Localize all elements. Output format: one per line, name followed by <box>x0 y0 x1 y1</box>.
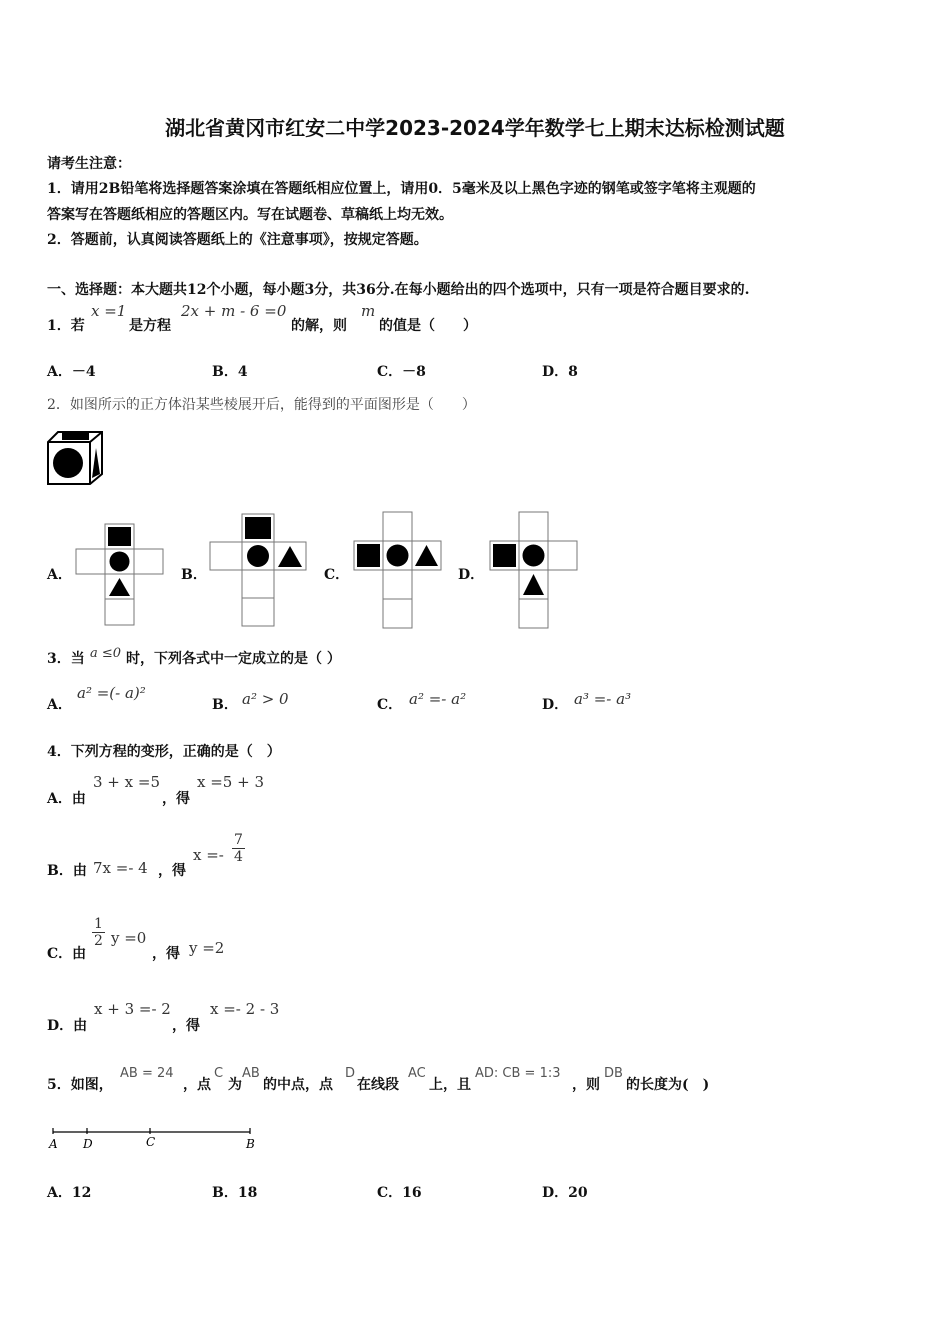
q3-suffix: 时，下列各式中一定成立的是（ ） <box>126 651 341 667</box>
q5-m1: AB = 24 <box>120 1066 174 1081</box>
net-c <box>352 511 442 629</box>
net-b-square <box>245 517 271 539</box>
q1-suffix: 的值是（ ） <box>379 318 477 334</box>
q5-option-b: B．18 <box>212 1185 258 1201</box>
q1-mid: 是方程 <box>129 318 171 334</box>
net-d-circle <box>523 545 545 567</box>
q4-c-label: C．由 <box>47 946 87 962</box>
q4-a-from: 3 + x =5 <box>93 773 160 791</box>
q3-label-a: A． <box>47 697 72 713</box>
segment-figure <box>46 1122 266 1154</box>
q1-mid2: 的解，则 <box>291 318 347 334</box>
notice-heading: 请考生注意： <box>47 156 131 172</box>
section-heading: 一、选择题：本大题共12个小题，每小题3分，共36分.在每小题给出的四个选项中，只有一项是符合题目要求的. <box>47 282 750 298</box>
q1-option-a: A．－4 <box>47 364 96 380</box>
q3-label-b: B． <box>212 697 238 713</box>
point-label-d: D <box>83 1137 93 1151</box>
q1-prefix: 1．若 <box>47 318 85 334</box>
q4-c-get: ，得 <box>152 946 180 962</box>
q5-option-a: A．12 <box>47 1185 92 1201</box>
cube-top-square <box>62 433 89 440</box>
q4-b-num: 7 <box>234 832 243 848</box>
net-c-square <box>357 544 380 567</box>
notice-line-1b: 答案写在答题纸相应的答题区内。写在试题卷、草稿纸上均无效。 <box>47 207 453 223</box>
q5-p5: 在线段 <box>357 1077 399 1093</box>
point-label-b: B <box>246 1137 255 1151</box>
q5-p4: 的中点，点 <box>263 1077 333 1093</box>
net-a-triangle <box>109 578 130 596</box>
page-title: 湖北省黄冈市红安二中学2023-2024学年数学七上期末达标检测试题 <box>165 116 785 140</box>
q4-b-to: x =- <box>193 846 224 864</box>
q1-option-c: C．－8 <box>377 364 426 380</box>
net-b <box>208 513 308 627</box>
net-d <box>488 511 578 629</box>
q4-a-get: ，得 <box>162 791 190 807</box>
q4-c-fraction <box>92 916 105 949</box>
notice-line-1: 1．请用2B铅笔将选择题答案涂填在答题纸相应位置上，请用0．5毫米及以上黑色字迹的钢笔或签字笔将主观题的 <box>47 181 756 197</box>
q5-option-d: D．20 <box>542 1185 588 1201</box>
q1-equation: 2x + m - 6 =0 <box>181 302 287 320</box>
q2-label-d: D． <box>458 567 485 583</box>
q5-p8: 的长度为( ) <box>626 1077 710 1093</box>
q4-d-to: x =- 2 - 3 <box>210 1000 280 1018</box>
q4-d-from: x + 3 =- 2 <box>94 1000 171 1018</box>
q4-c-to: y =2 <box>189 939 225 957</box>
q2-label-b: B． <box>181 567 207 583</box>
q4-b-label: B．由 <box>47 863 87 879</box>
q2-label-c: C． <box>324 567 350 583</box>
q4-d-get: ，得 <box>172 1018 200 1034</box>
q3-expr-d: a³ =- a³ <box>574 690 632 708</box>
q3-label-d: D． <box>542 697 569 713</box>
cube-front-circle <box>53 448 83 478</box>
q5-option-c: C．16 <box>377 1185 422 1201</box>
q3-prefix: 3．当 <box>47 651 85 667</box>
q4-c-den: 2 <box>94 933 103 949</box>
net-a-circle <box>110 552 130 572</box>
q4-stem: 4．下列方程的变形，正确的是（ ） <box>47 744 281 760</box>
q4-a-label: A．由 <box>47 791 86 807</box>
net-c-triangle <box>415 545 438 566</box>
q3-condition: a ≤0 <box>90 646 122 661</box>
q3-expr-b: a² > 0 <box>242 690 289 708</box>
point-label-c: C <box>146 1135 156 1149</box>
q4-d-label: D．由 <box>47 1018 88 1034</box>
cube-figure <box>46 430 104 486</box>
notice-line-2: 2．答题前，认真阅读答题纸上的《注意事项》，按规定答题。 <box>47 232 428 248</box>
net-a-square <box>108 527 131 546</box>
q1-option-d: D．8 <box>542 364 578 380</box>
q5-p3: 为 <box>228 1077 242 1093</box>
point-label-a: A <box>49 1137 58 1151</box>
q5-m3: AB <box>242 1066 260 1081</box>
net-a <box>74 523 164 627</box>
q4-a-to: x =5 + 3 <box>197 773 264 791</box>
q4-b-den: 4 <box>234 849 243 865</box>
net-b-triangle <box>278 546 302 567</box>
q4-b-from: 7x =- 4 <box>93 859 148 877</box>
q1-option-b: B．4 <box>212 364 248 380</box>
net-d-triangle <box>523 574 544 595</box>
q2-stem: 2．如图所示的正方体沿某些棱展开后，能得到的平面图形是（ ） <box>47 397 476 413</box>
q5-p7: ，则 <box>572 1077 600 1093</box>
q5-m4: D <box>345 1066 356 1081</box>
q4-c-num: 1 <box>94 916 103 932</box>
q4-c-from: y =0 <box>111 929 147 947</box>
q5-m7: DB <box>604 1066 623 1081</box>
q3-expr-a: a² =(- a)² <box>77 684 146 702</box>
q2-label-a: A． <box>47 567 72 583</box>
q4-b-fraction <box>232 832 245 865</box>
q5-p6: 上，且 <box>429 1077 471 1093</box>
q4-b-get: ，得 <box>158 863 186 879</box>
net-c-circle <box>387 545 409 567</box>
q5-m6: AD: CB = 1:3 <box>475 1066 561 1081</box>
net-b-circle <box>247 545 269 567</box>
q3-expr-c: a² =- a² <box>409 690 467 708</box>
q5-p1: 5．如图， <box>47 1077 113 1093</box>
q3-label-c: C． <box>377 697 403 713</box>
q1-var: m <box>361 302 376 320</box>
q5-p2: ，点 <box>183 1077 211 1093</box>
q5-m2: C <box>214 1066 224 1081</box>
net-d-square <box>493 544 516 567</box>
q5-m5: AC <box>408 1066 426 1081</box>
q1-condition: x =1 <box>91 302 127 320</box>
